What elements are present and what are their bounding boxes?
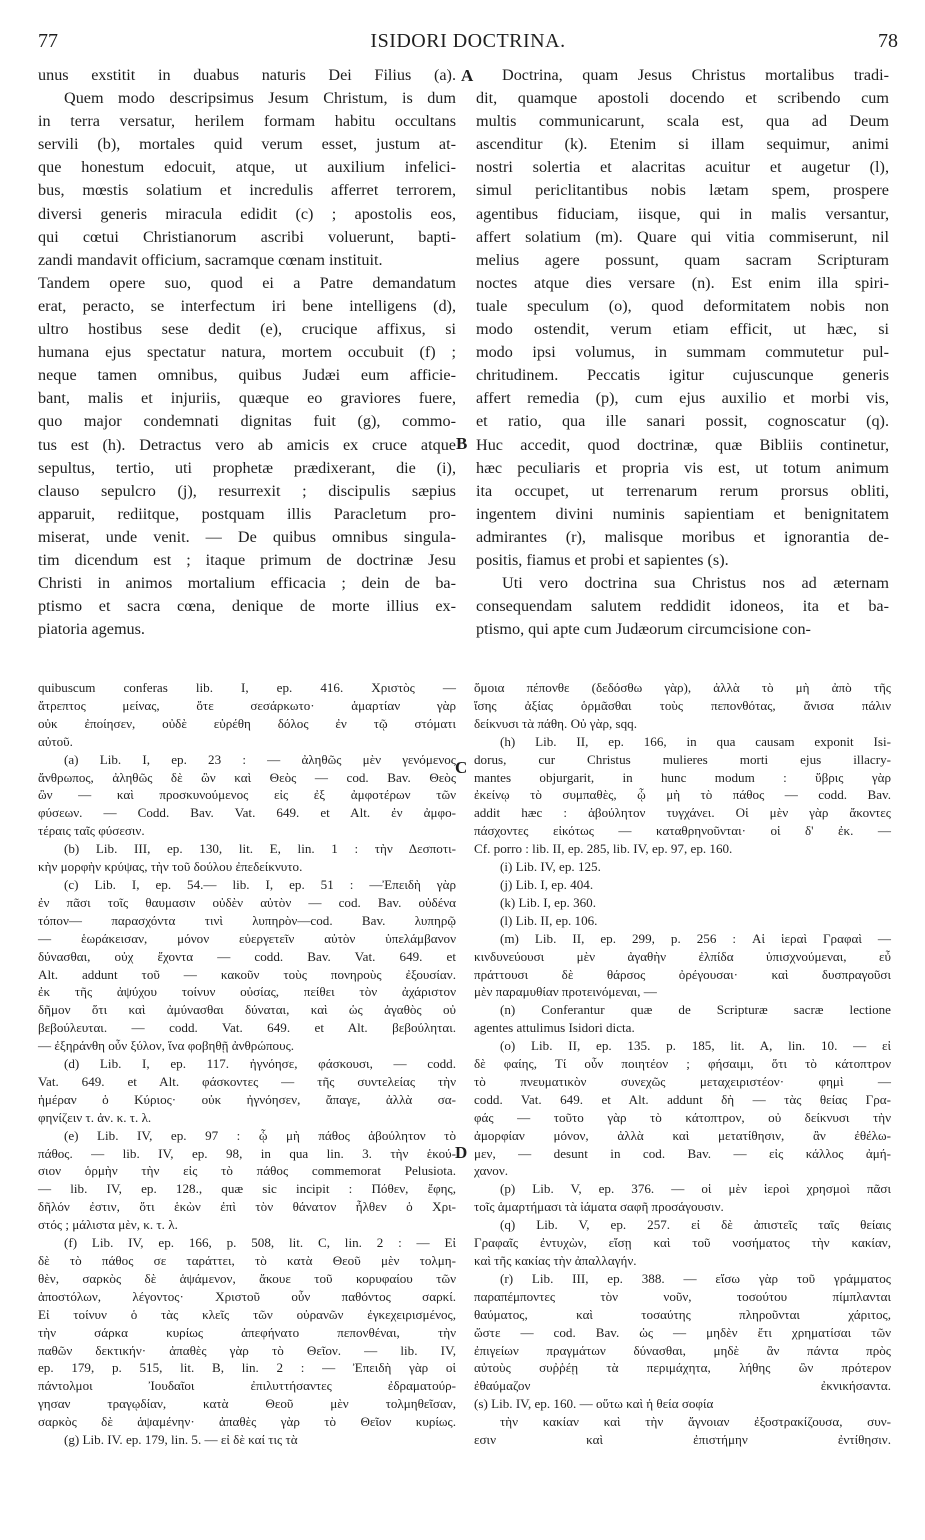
margin-letter-d: D xyxy=(455,1143,468,1162)
main-left-line: in terra versatur, herilem formam habitu occultans xyxy=(38,112,456,131)
footnote-right-line: φάς — τοῦτο γὰρ τὸ κάτοπτρον, οὐ δείκνυσι τὴν xyxy=(474,1109,891,1125)
main-left-line: ultro hostibus sese dedit (e), crucique affixus, si xyxy=(38,320,456,339)
footnote-left-line: γησαν τραγῳδίαν, κατὰ Θεοῦ μὲν τολμηθεῖσαν, xyxy=(38,1396,456,1412)
main-left-line: Christi in animos mortalium efficacia ; dein de ba- xyxy=(38,574,456,593)
main-left-line: bant, malis et injuriis, quæque eo graviores fuere, xyxy=(38,389,456,408)
main-right-line: tuale speculum (o), quod deformitatem nobis non xyxy=(476,296,889,315)
footnote-right-line: δείκνυσι τὰ πάθη. Οὐ γὰρ, sqq. xyxy=(474,715,637,731)
footnotes-left-column xyxy=(38,679,456,1449)
main-right-line: Uti vero doctrina sua Christus nos ad æternam xyxy=(502,574,889,593)
footnote-right-line: ἴσης ἀξίας ὁρμᾶσθαι τοὺς πεπονθότας, ἄνισα πάλιν xyxy=(474,697,891,713)
main-left-line: clauso sepulcro (j), resurrexit ; discipulis sæpius xyxy=(38,481,456,500)
footnote-right-line: (k) Lib. I, ep. 360. xyxy=(500,894,596,910)
footnote-left-line: (e) Lib. IV, ep. 97 : ᾧ μὴ πάθος ἀβούλητον τὸ xyxy=(64,1127,456,1143)
main-left-line: humana ejus spectatur natura, mortem occubuit (f) ; xyxy=(38,343,456,362)
footnote-left-line: βεβούλευται. — codd. Vat. 649. et Alt. βεβούληται. xyxy=(38,1020,456,1036)
footnote-left-line: παθῶν δεκτικήν· ἀπαθὲς γὰρ τὸ Θεῖον. — lib. IV, xyxy=(38,1342,456,1358)
main-right-line: simul periclitantibus nobis lætam spem, prospere xyxy=(476,181,889,200)
footnote-right-line: (q) Lib. V, ep. 257. εἰ δὲ ἀπιστεῖς ταῖς θείαις xyxy=(500,1217,891,1233)
footnote-left-line: (a) Lib. I, ep. 23 : — ἀληθῶς μὲν γενόμενος xyxy=(64,751,456,767)
main-left-line: que honestum edocuit, atque, ut auxilium infelici- xyxy=(38,158,456,177)
footnotes-right-column xyxy=(474,679,891,1449)
footnote-right-line: agentes attulimus Isidori dicta. xyxy=(474,1020,635,1036)
main-right-line: affert remedia (p), cum ejus auxilio et morbi vis, xyxy=(476,389,889,408)
footnote-left-line: τόπον— παρασχόντα τινὶ λυπηρὸν—cod. Bav. λυπηρῷ xyxy=(38,912,456,928)
footnote-left-line: Alt. addunt τοῦ — κακοῦν τοὺς πονηροὺς ἐξουσίαν. xyxy=(38,966,456,982)
main-left-line: ptismo et sacra cœna, denique de morte illius ex- xyxy=(38,597,456,616)
footnote-right-line: codd. Vat. 649. et Alt. addunt δὴ — τὰς θείας Γρα- xyxy=(474,1091,891,1107)
footnote-left-line: Vat. 649. et Alt. φάσκοντες — τῆς συντελείας τὴν xyxy=(38,1073,456,1089)
footnote-left-line: τέραις ταῖς φύσεσιν. xyxy=(38,823,145,839)
main-right-line: agentibus fiduciam, iisque, qui in malis versantur, xyxy=(476,204,889,223)
footnote-left-line: θὲν, σαρκὸς δὲ ἁψάμενον, ἄκουε τοῦ κορυφαίου τῶν xyxy=(38,1270,456,1286)
footnote-left-line: κὴν μορφὴν κρύψας, τὴν τοῦ δούλου ἐπεδείκνυτο. xyxy=(38,859,303,875)
footnote-right-line: (i) Lib. IV, ep. 125. xyxy=(500,859,601,875)
main-left-line: diversi generis miracula edidit (c) ; apostolis eos, xyxy=(38,204,456,223)
footnote-left-line: ἐκ τῆς ἀψύχου τοίνυν οὐσίας, πείθει τὸν ἀχάριστον xyxy=(38,984,456,1000)
main-left-line: erat, peracto, se interfectum iri bene intelligens (d), xyxy=(38,296,456,315)
footnote-right-line: (j) Lib. I, ep. 404. xyxy=(500,876,594,892)
footnote-left-line: αὐτοῦ. xyxy=(38,733,73,749)
footnote-left-line: ἀποστόλων, λέγοντος· Χριστοῦ οὖν παθόντος σαρκί. xyxy=(38,1288,456,1304)
main-right-line: Doctrina, quam Jesus Christus mortalibus tradi- xyxy=(502,66,889,84)
main-right-line: noctes atque dies versare (n). Est enim illa spiri- xyxy=(476,273,889,292)
main-right-line: chritudinem. Peccatis igitur cujuscunque generis xyxy=(476,366,889,385)
running-title: ISIDORI DOCTRINA. xyxy=(370,30,566,52)
footnote-left-line: (f) Lib. IV, ep. 166, p. 508, lit. C, lin. 2 : — Εἰ xyxy=(64,1235,456,1251)
main-right-line: modo ipsi volumus, in summam commutetur pul- xyxy=(476,343,889,362)
footnote-left-line: σαρκὸς δὲ ἁψαμένην· ἀπαθὲς γὰρ τὸ Θεῖον κυρίως. xyxy=(38,1414,456,1430)
footnote-right-line: (h) Lib. II, ep. 166, in qua causam exponit Isi- xyxy=(500,733,891,749)
footnote-right-line: ἐθαύμαζον ἐκνικήσαντα. xyxy=(474,1378,891,1394)
main-right-line: ingentem divini numinis sapientiam et benignitatem xyxy=(476,504,889,523)
footnote-left-line: (b) Lib. III, ep. 130, lit. E, lin. 1 : τὴν Δεσποτι- xyxy=(64,841,456,857)
main-right-line: et ratio, qua ille sanari possit, cognoscatur (q). xyxy=(476,412,889,431)
main-left-line: neque tamen omnibus, quibus Judæi eum afficie- xyxy=(38,366,456,385)
footnote-left-line: οὐκ ἐποίησεν, οὐδὲ εὑρέθη δόλος ἐν τῷ στόματι xyxy=(38,715,456,731)
footnote-left-line: δύνασθαι, οὐχ ἔχοντα — codd. Bav. Vat. 649. et xyxy=(38,948,456,964)
page-number-right: 78 xyxy=(878,30,898,52)
margin-letter-b: B xyxy=(456,434,468,453)
footnote-right-line: θαύματος, καὶ τοσαύτης πληροῦνται χάριτος, xyxy=(474,1306,891,1322)
footnote-right-line: κινδυνεύουσι μὲν ἀγαθὴν ἐλπίδα ὑπισχνούμεναι, εὖ xyxy=(474,948,891,964)
footnote-right-line: ὅμοια πέπονθε (δεδόσθω γὰρ), ἀλλὰ τὸ μὴ ἀπὸ τῆς xyxy=(474,680,891,695)
main-right-line: multis communicarunt, scala est, qua ad Deum xyxy=(476,112,889,131)
footnote-left-line: (g) Lib. IV. ep. 179, lin. 5. — εἰ δὲ καί τις τὰ xyxy=(64,1432,298,1448)
footnote-right-line: ὥστε — cod. Bav. ὡς — μηδὲν ἔτι χρηματίσαι τῶν xyxy=(474,1324,891,1340)
running-header xyxy=(38,30,898,56)
footnote-right-line: μεν, — desunt in cod. Bav. — εἰς κάλλος ἀμή- xyxy=(474,1145,891,1161)
footnote-left-line: — ἑωράκεισαν, μόνον εὐεργετεῖν αὐτὸν ὑπελάμβανον xyxy=(38,930,456,946)
footnote-left-line: ἄτρεπτος μείνας, ὅτε σεσάρκωτο· ἁμαρτίαν γὰρ xyxy=(38,697,456,713)
main-right-line: affert solatium (m). Quare qui vitia commiserunt, nil xyxy=(476,227,889,246)
main-left-line: Quem modo descripsimus Jesum Christum, is dum xyxy=(64,89,456,108)
footnote-left-line: σιον ὁρμὴν τὴν εἰς τὸ πάθος commemorat Pelusiota. xyxy=(38,1163,456,1179)
main-right-line: modo ostendit, verum etiam efficit, ut hæc, si xyxy=(476,320,889,339)
footnote-left-line: — ἐξηράνθη οὖν ξύλον, ἵνα φοβηθῇ ἀνθρώπους. xyxy=(38,1038,295,1054)
footnote-left-line: δῆμον ὅτι καὶ ἀμύνασθαι δύναται, καὶ ὡς ἀγαθὸς οὐ xyxy=(38,1002,456,1018)
footnote-left-line: δὲ τὸ πάθος σε ταράττει, τὸ κατὰ Θεοῦ μὲν τολμη- xyxy=(38,1253,456,1268)
footnote-left-line: quibuscum conferas lib. I, ep. 416. Χριστὸς — xyxy=(38,680,456,695)
main-left-line: Tandem opere suo, quod ei a Patre demandatum xyxy=(38,273,456,292)
footnote-left-line: δῆλόν ἐστιν, ὅτι ἑκὼν ἐπὶ τὸν θάνατον ἦλθεν ὁ Χρι- xyxy=(38,1199,456,1215)
main-right-line: melius agere possunt, quam sacram Scripturam xyxy=(476,250,889,269)
main-right-line: admirantes (r), malisque moribus et ignorantia de- xyxy=(476,527,889,546)
footnote-left-line: τὴν σάρκα κυρίως ἀπεφήνατο πεπονθέναι, τὴν xyxy=(38,1324,456,1340)
footnote-right-line: καὶ τῆς κακίας τὴν ἀπαλλαγήν. xyxy=(474,1253,637,1268)
footnote-left-line: — lib. IV, ep. 128., quæ sic incipit : Πόθεν, ἔφης, xyxy=(38,1181,456,1197)
margin-letter-a: A xyxy=(461,66,474,85)
main-right-line: positis, fiamus et probi et sapientes (s). xyxy=(476,550,729,569)
main-right-line: hæc peculiaris et propria vis est, ut totum animum xyxy=(476,458,889,477)
main-left-line: zandi mandavit officium, sacramque cœnam instituit. xyxy=(38,250,383,269)
footnote-left-line: στός ; μάλιστα μὲν, κ. τ. λ. xyxy=(38,1217,178,1233)
main-right-line: Huc accedit, quod doctrinæ, quæ Bibliis continetur, xyxy=(476,435,889,454)
main-right-line: nostri solertia et alacritas acuitur et augetur (l), xyxy=(476,158,889,177)
main-left-line: quo major condemnati dignitas fuit (g), commo- xyxy=(38,412,456,431)
footnote-left-line: ἄνθρωπος, ἀληθῶς δὲ ὢν καὶ Θεὸς — cod. Bav. Θεὸς xyxy=(38,769,456,785)
footnote-right-line: τὸ πνευματικὸν συνεχῶς μεταχειριστέον· φημὶ — xyxy=(474,1073,891,1089)
footnote-left-line: φύσεων. — Codd. Bav. Vat. 649. et Alt. ἐν ἀμφο- xyxy=(38,805,456,821)
main-right-line: consequendam salutem reddidit idoneos, ita et ba- xyxy=(476,597,889,616)
page-number-left: 77 xyxy=(38,30,58,52)
footnote-right-line: (o) Lib. II, ep. 135. p. 185, lit. A, lin. 10. — εἰ xyxy=(500,1038,891,1054)
main-right-line: ita occupet, ut terrenarum rerum prorsus obliti, xyxy=(476,481,889,500)
footnote-left-line: Εἰ τοίνυν ὁ τὰς κλεῖς τῶν οὐρανῶν ἐγκεχειρισμένος, xyxy=(38,1306,456,1322)
footnote-right-line: μὲν παραμυθίαν προτεινόμεναι, — xyxy=(474,984,657,1000)
main-right-line: ascenditur (k). Etenim si illam sequimur, animi xyxy=(476,135,889,154)
footnote-left-line: ἡμέραν ὁ Κύριος· οὐκ ἠγνόησεν, ἄπαγε, ἀλλὰ σα- xyxy=(38,1091,456,1107)
main-text-right-column xyxy=(476,64,889,641)
footnote-right-line: χανον. xyxy=(474,1163,509,1179)
footnote-right-line: (l) Lib. II, ep. 106. xyxy=(500,912,598,928)
footnote-right-line: (m) Lib. II, ep. 299, p. 256 : Αἱ ἱεραὶ Γραφαὶ — xyxy=(500,930,891,946)
footnote-left-line: ep. 179, p. 515, lit. B, lin. 2 : — Ἐπειδὴ γὰρ οἱ xyxy=(38,1360,456,1376)
main-text-left-column xyxy=(38,64,456,641)
main-left-line: tus est (h). Detractus vero ab amicis ex cruce atque xyxy=(38,435,456,454)
main-right-line: dit, quamque apostoli docendo et scribendo cum xyxy=(476,89,889,108)
footnote-right-line: πάσχοντες εἰκότως — καταθρηνοῦνται· οἱ δ' ἐκ. — xyxy=(474,823,891,839)
main-left-line: servili (b), mortales quid verum esset, justum at- xyxy=(38,135,456,154)
main-left-line: qui cœtui Christianorum ascribi voluerunt, bapti- xyxy=(38,227,456,246)
footnote-right-line: τὴν κακίαν καὶ τὴν ἄγνοιαν ἐξοστρακίζουσα, συν- xyxy=(500,1414,891,1430)
footnote-right-line: (r) Lib. III, ep. 388. — εἴσω γὰρ τοῦ γράμματος xyxy=(500,1270,891,1286)
main-right-line: ptismo, qui apte cum Judæorum circumcisione con- xyxy=(476,620,811,639)
footnote-right-line: mantes objurgarit, in hunc modum : ὕβρις γὰρ xyxy=(474,769,891,785)
footnote-right-line: πράττουσι δὲ θάρσος ὀρέγουσαι· καὶ δυσπραγοῦσι xyxy=(474,966,891,982)
footnote-left-line: ὢν — καὶ προσκυνούμενος εἰς ἐξ ἀμφοτέρων τῶν xyxy=(38,787,456,803)
main-left-line: miserat, unde venit. — De quibus omnibus singula- xyxy=(38,527,456,546)
footnote-left-line: φηνίζειν τ. ἀν. κ. τ. λ. xyxy=(38,1109,152,1125)
footnote-right-line: (s) Lib. IV, ep. 160. — οὕτω καὶ ἡ θεία σοφία xyxy=(474,1396,714,1412)
footnote-right-line: (p) Lib. V, ep. 376. — οἱ μὲν ἱεροὶ χρησμοὶ πᾶσι xyxy=(500,1181,891,1197)
footnote-right-line: (n) Conferantur quæ de Scripturæ sacræ lectione xyxy=(500,1002,891,1018)
footnote-left-line: πάντολμοι Ἰουδαῖοι ἐπιλυττήσαντες ἐδραματούρ- xyxy=(38,1378,456,1394)
main-left-line: tim dicendum est ; itaque primum de doctrinæ Jesu xyxy=(38,550,456,569)
footnote-right-line: τοῖς ἁμαρτήμασι τὰ ἰάματα σαφῆ προσάγουσιν. xyxy=(474,1199,724,1215)
footnote-left-line: ἐν πᾶσι τοῖς θαυμασιν οὐδὲν αὐτὸν — cod. Bav. οὐδένα xyxy=(38,894,456,910)
footnote-right-line: ἀμορφίαν μόνον, ἀλλὰ καὶ μετατίθησιν, ἂν ἐθέλω- xyxy=(474,1127,891,1143)
main-left-line: bus, mœstis solatium et incredulis afferret terrorem, xyxy=(38,181,456,200)
footnote-right-line: dorus, cur Christus mulieres morti ejus illacry- xyxy=(474,751,891,767)
footnote-right-line: εσιν καὶ ἐπιστήμην ἐντίθησιν. xyxy=(474,1432,891,1448)
main-left-line: apparuit, rediitque, postquam illis Paracletum pro- xyxy=(38,504,456,523)
footnote-left-line: (c) Lib. I, ep. 54.— lib. I, ep. 51 : —Ἐπειδὴ γὰρ xyxy=(64,876,456,892)
main-left-line: sepultus, tertio, uti prophetæ prædixerant, die (i), xyxy=(38,458,456,477)
footnote-right-line: δὲ φαίης, Τί οὖν ποιητέον ; φήσαιμι, ὅτι τὸ κάτοπτρον xyxy=(474,1056,891,1072)
margin-letter-c: C xyxy=(455,758,468,777)
footnote-right-line: παραπέμποντες τὸν νοῦν, τοσούτου πίμπλανται xyxy=(474,1288,891,1304)
main-left-line: piatoria agemus. xyxy=(38,620,145,639)
footnote-right-line: Γραφαῖς ἐντυχὼν, εἴσῃ καὶ τοῦ νοσήματος τὴν κακίαν, xyxy=(474,1235,891,1251)
main-left-line: unus exstitit in duabus naturis Dei Filius (a). xyxy=(38,66,456,84)
footnote-right-line: αὐτοὺς συῤῥέῃ τὰ περιμάχητα, λήθης ὢν πρότερον xyxy=(474,1360,891,1376)
footnote-right-line: Cf. porro : lib. II, ep. 285, lib. IV, ep. 97, ep. 160. xyxy=(474,841,733,857)
footnote-left-line: (d) Lib. I, ep. 117. ἠγνόησε, φάσκουσι, — codd. xyxy=(64,1056,456,1072)
footnote-right-line: addit hæc : ἀβούλητον τυγχάνει. Οἱ μὲν γὰρ ἄκοντες xyxy=(474,805,891,821)
footnote-left-line: πάθος. — lib. IV, ep. 98, in qua lin. 3. τὴν ἑκού- xyxy=(38,1145,456,1161)
footnote-right-line: ἐπιγείων πραγμάτων δύνασθαι, μηδὲ ἂν πάντα πρὸς xyxy=(474,1342,891,1358)
footnote-right-line: ἐκείνῳ τὸ συμπαθὲς, ᾧ μὴ τὸ πάθος — codd. Bav. xyxy=(474,787,891,803)
